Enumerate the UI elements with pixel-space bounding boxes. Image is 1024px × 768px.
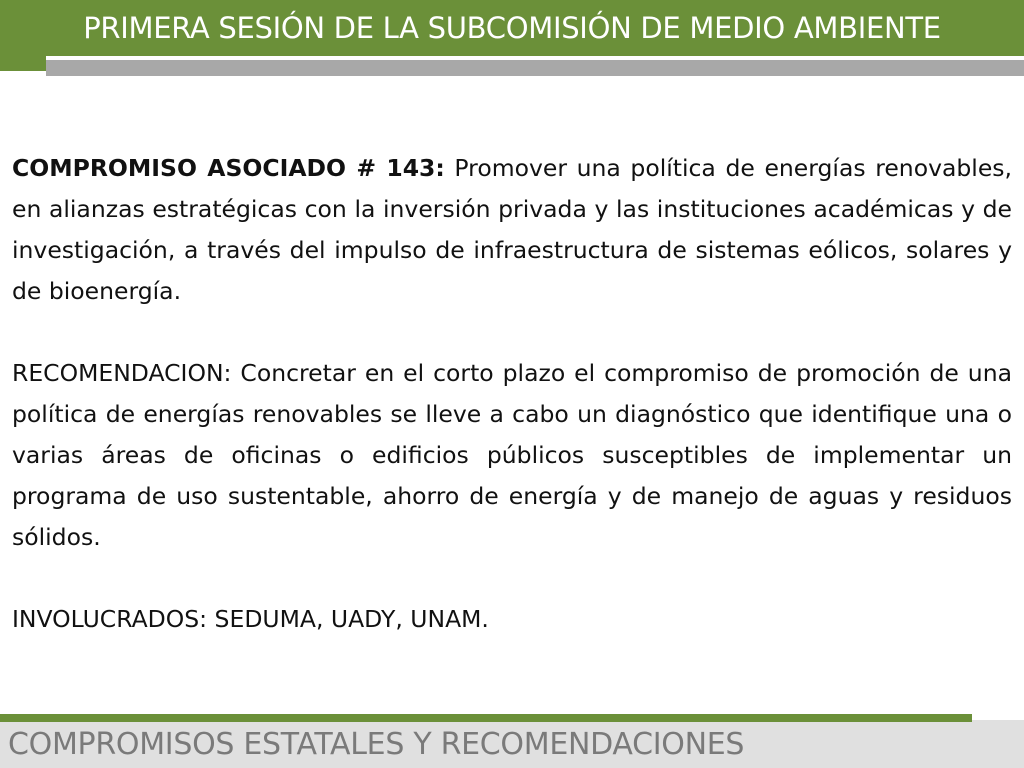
header-accent-tab: [0, 56, 46, 71]
header-divider-bar: [46, 60, 1024, 76]
footer-title: COMPROMISOS ESTATALES Y RECOMENDACIONES: [8, 727, 745, 762]
recommendation-paragraph: RECOMENDACION: Concretar en el corto plazo el compromiso de promoción de una política de energías renovables se lleve a cabo un diagnóstico que identifique una o varias áreas de oficinas o edificios públicos susceptibles de implementar un programa de uso sustentable, ahorro de energía y de manejo de aguas y residuos sólidos.: [12, 359, 1012, 551]
involved-paragraph: INVOLUCRADOS: SEDUMA, UADY, UNAM.: [12, 605, 489, 633]
slide-content: [12, 148, 1012, 640]
header-title: PRIMERA SESIÓN DE LA SUBCOMISIÓN DE MEDIO AMBIENTE: [83, 11, 941, 45]
footer-divider-line: [0, 714, 972, 722]
commitment-paragraph: [12, 148, 1012, 312]
commitment-label: COMPROMISO ASOCIADO # 143:: [12, 154, 445, 182]
commitment-text: Promover una política de energías renovables, en alianzas estratégicas con la inversión privada y las instituciones académicas y de investigación, a través del impulso de infraestructura de sistemas eólicos, solares y de bioenergía.: [12, 154, 1013, 305]
